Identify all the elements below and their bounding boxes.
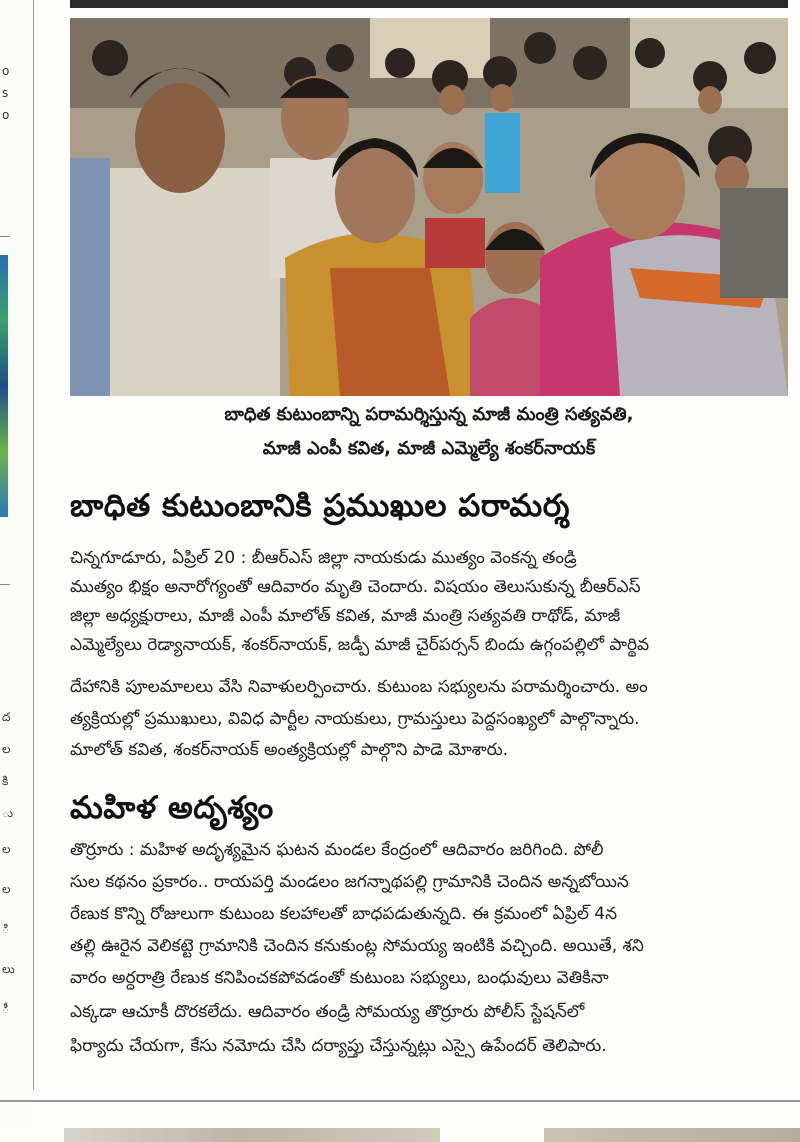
article-2-line: వారం అర్ధరాత్రి రేణుక కనిపించకపోవడంతో కుటుంబ సభ్యులు, బంధువులు వెతికినా [70,968,609,988]
adjacent-column-edge [0,0,32,1142]
gutter-char: ీ [2,1002,9,1016]
article-2-line: ఎక్కడా ఆచూకీ దొరకలేదు. ఆదివారం తండ్రి సోమయ్య తొర్రూరు పోలీస్ స్టేషన్‌లో [70,1002,585,1022]
gutter-char: ు [2,806,14,820]
article-1-line: త్యక్రియల్లో ప్రముఖులు, వివిధ పార్టీల నాయకులు, గ్రామస్తులు పెద్దసంఖ్యలో పాల్గొన్నారు. [70,709,640,729]
article-2-headline: మహిళ అదృశ్యం [70,790,274,826]
article-2-line: ఫిర్యాదు చేయగా, కేసు నమోదు చేసి దర్యాప్తు చేస్తున్నట్లు ఎస్సై ఉపేందర్ తెలిపారు. [70,1036,607,1056]
gutter-char: ద [2,710,11,724]
top-border [70,0,788,8]
article-1-line: దేహానికి పూలమాలలు వేసి నివాళులర్పించారు. కుటుంబ సభ్యులను పరామర్శించారు. అం [70,677,648,697]
gutter-char: లు [2,962,15,976]
adjacent-photo-edge [0,255,8,517]
gutter-char: ి [2,922,9,936]
article-2-line: తొర్రూరు : మహిళ అదృశ్యమైన ఘటన మండల కేంద్రంలో ఆదివారం జరిగింది. పోలీ [70,840,604,860]
gutter-char: ల [2,742,11,756]
article-1-line: ఎమ్మెల్యేలు రెడ్యానాయక్, శంకర్‌నాయక్, జడ్పీ మాజీ చైర్‌పర్సన్ బిందు ఉగ్గంపల్లిలో పార్థివ [70,635,650,655]
article-1-line: ముత్యం భిక్షం అనారోగ్యంతో ఆదివారం మృతి చెందారు. విషయం తెలుసుకున్న బీఆర్ఎస్ [70,577,641,597]
article-1-line: జిల్లా అధ్యక్షురాలు, మాజీ ఎంపీ మాలోత్ కవిత, మాజీ మంత్రి సత్యవతి రాథోడ్, మాజీ [70,606,621,626]
article-1-line: మాలోత్ కవిత, శంకర్‌నాయక్ అంత్యక్రియల్లో పాల్గొని పాడె మోశారు. [70,740,509,760]
gutter-char: ల [2,842,11,856]
gutter-char: o [2,64,10,78]
gutter-char: ల [2,882,11,896]
bottom-divider [0,1100,800,1102]
gutter-divider [0,584,10,585]
gutter-divider [0,236,10,237]
article-2-line: సుల కథనం ప్రకారం.. రాయపర్తి మండలం జగన్నాథపల్లి గ్రామానికి చెందిన అన్నబోయిన [70,872,629,892]
photo-caption-line-1: బాధిత కుటుంబాన్ని పరామర్శిస్తున్న మాజీ మంత్రి సత్యవతి, [224,404,634,425]
article-1-line: చిన్నగూడూరు, ఏప్రిల్ 20 : బీఆర్ఎస్ జిల్లా నాయకుడు ముత్యం వెంకన్న తండ్రి [70,548,577,568]
gutter-char: కి [2,774,9,788]
photo-caption-line-2: మాజీ ఎంపీ కవిత, మాజీ ఎమ్మెల్యే శంకర్‌నాయక్ [262,438,596,459]
column-divider [33,0,34,1090]
article-2-line: రేణుక కొన్ని రోజులుగా కుటుంబ కలహాలతో బాధపడుతున్నది. ఈ క్రమంలో ఏప్రిల్ 4న [70,904,618,924]
gutter-char: s [2,86,9,100]
news-photo [70,18,788,396]
next-section-photo-edge [0,1128,800,1142]
article-2-line: తల్లి ఊరైన వెలికట్టె గ్రామానికి చెందిన కనుకుంట్ల సోమయ్య ఇంటికి వచ్చింది. అయితే, శని [70,936,644,956]
gutter-char: o [2,108,10,122]
article-1-headline: బాధిత కుటుంబానికి ప్రముఖుల పరామర్శ [70,488,570,524]
